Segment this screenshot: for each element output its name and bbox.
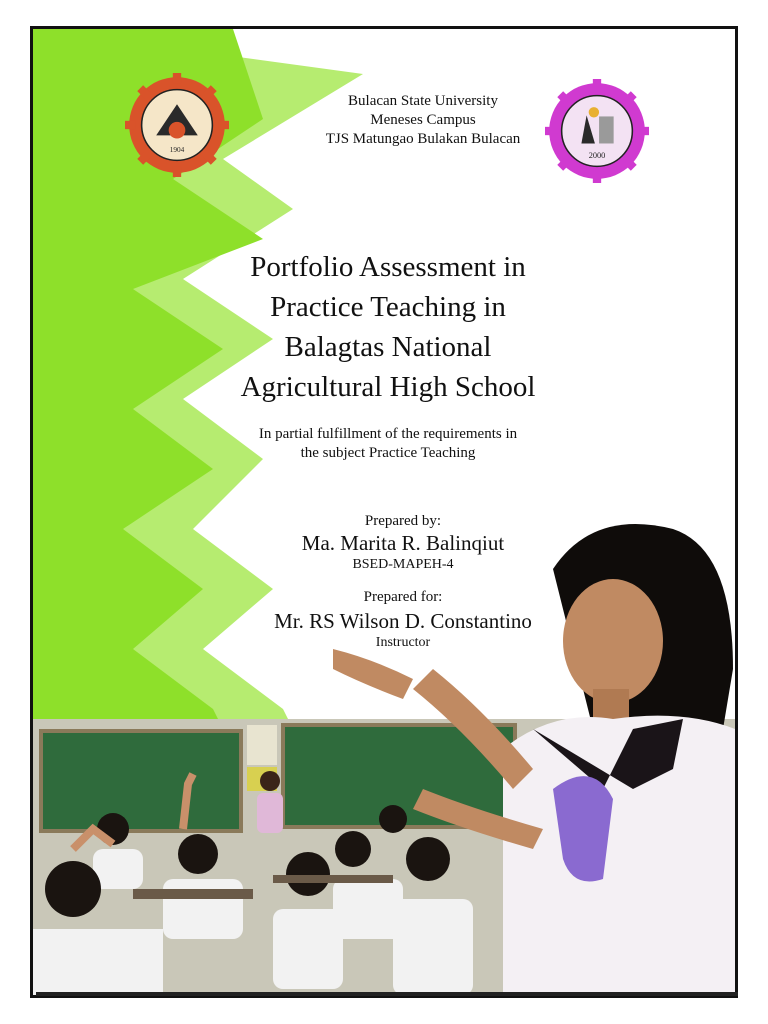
- prepared-for-role: Instructor: [375, 635, 431, 650]
- prepared-by-label: Prepared by:: [364, 513, 442, 529]
- title-line-2: Practice Teaching in: [270, 291, 506, 323]
- prepared-by-course: BSED-MAPEH-4: [352, 557, 454, 572]
- title-line-1: Portfolio Assessment in: [250, 251, 526, 283]
- frame-shadow: [36, 992, 738, 996]
- title-line-3: Balagtas National: [284, 331, 492, 363]
- university-header: [213, 92, 633, 149]
- page-title: [183, 247, 593, 407]
- campus-name: Meneses Campus: [370, 112, 476, 128]
- prepared-for-name: Mr. RS Wilson D. Constantino: [274, 609, 532, 633]
- subtitle: [183, 425, 593, 463]
- prepared-by-name: Ma. Marita R. Balinqiut: [301, 531, 505, 555]
- cover-page: [30, 26, 738, 998]
- prepared-for-label: Prepared for:: [363, 589, 443, 605]
- seal-left-year: 1904: [169, 146, 185, 155]
- subtitle-line-2: the subject Practice Teaching: [300, 445, 476, 461]
- seal-right-year: 2000: [588, 151, 606, 161]
- campus-address: TJS Matungao Bulakan Bulacan: [325, 131, 521, 147]
- title-line-4: Agricultural High School: [240, 371, 536, 403]
- subtitle-line-1: In partial fulfillment of the requirements in: [258, 426, 518, 442]
- university-name: Bulacan State University: [348, 93, 498, 109]
